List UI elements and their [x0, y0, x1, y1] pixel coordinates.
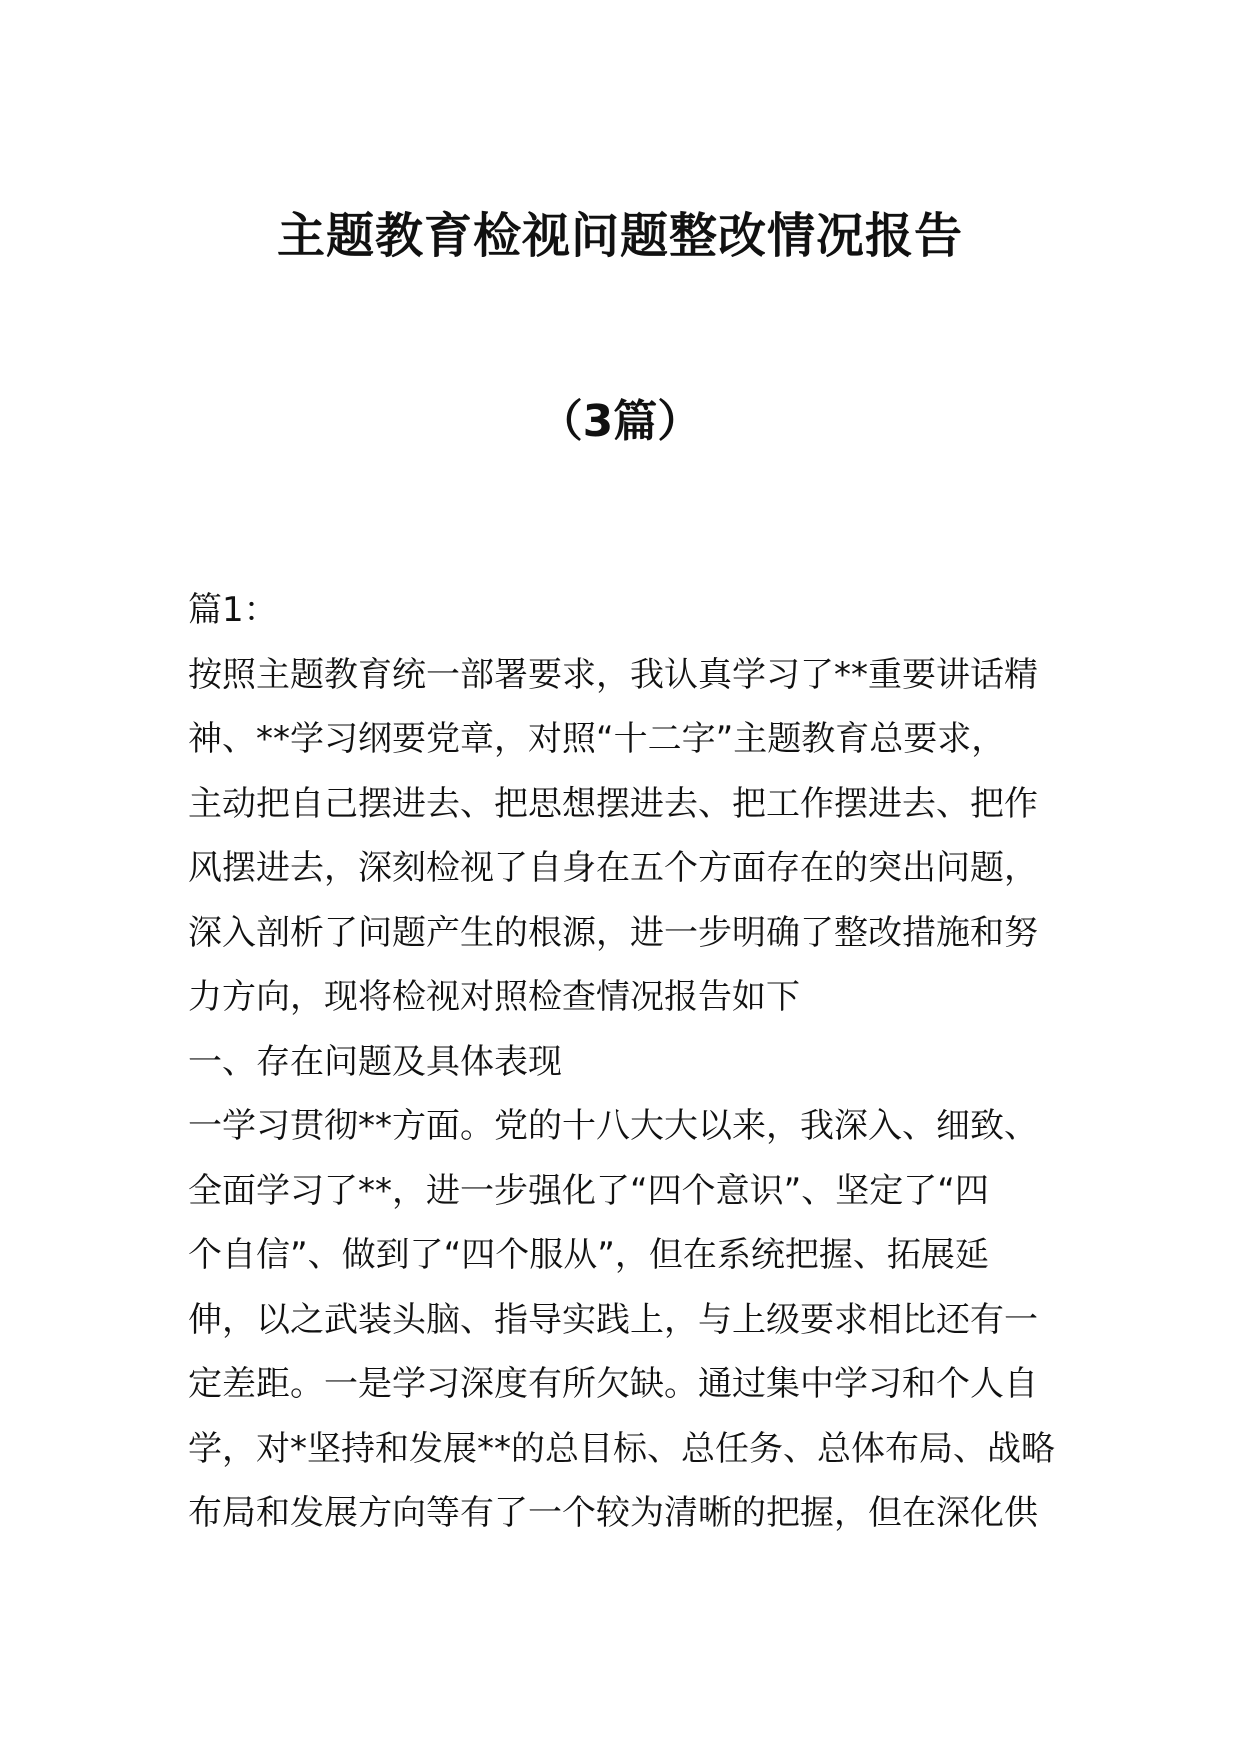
- paragraph-line: 定差距。一是学习深度有所欠缺。通过集中学习和个人自: [188, 1364, 1038, 1404]
- document-title: 主题教育检视问题整改情况报告: [276, 208, 963, 264]
- section-subheading: 一、存在问题及具体表现: [188, 1041, 562, 1082]
- paragraph-line: 神、**学习纲要党章，对照“十二字”主题教育总要求，: [188, 719, 1006, 759]
- paragraph-line: 全面学习了**，进一步强化了“四个意识”、坚定了“四: [188, 1170, 989, 1211]
- paragraph-line: 一学习贯彻**方面。党的十八大大以来，我深入、细致、: [188, 1106, 1038, 1146]
- document-subtitle: （3篇）: [538, 396, 702, 447]
- paragraph-line: 布局和发展方向等有了一个较为清晰的把握，但在深化供: [188, 1493, 1038, 1533]
- paragraph-line: 伸，以之武装头脑、指导实践上，与上级要求相比还有一: [188, 1299, 1038, 1340]
- paragraph-line: 主动把自己摆进去、把思想摆进去、把工作摆进去、把作: [188, 783, 1038, 824]
- paragraph-line: 个自信”、做到了“四个服从”，但在系统把握、拓展延: [188, 1235, 989, 1275]
- paragraph-line: 风摆进去，深刻检视了自身在五个方面存在的突出问题，: [188, 848, 1038, 888]
- paragraph-line: 深入剖析了问题产生的根源，进一步明确了整改措施和努: [188, 912, 1038, 953]
- paragraph-line: 按照主题教育统一部署要求，我认真学习了**重要讲话精: [188, 654, 1038, 695]
- document-body: [188, 578, 1058, 1546]
- paragraph-line: 力方向，现将检视对照检查情况报告如下: [188, 977, 800, 1017]
- section-heading: 篇1：: [188, 590, 278, 630]
- paragraph-line: 学，对*坚持和发展**的总目标、总任务、总体布局、战略: [188, 1428, 1055, 1469]
